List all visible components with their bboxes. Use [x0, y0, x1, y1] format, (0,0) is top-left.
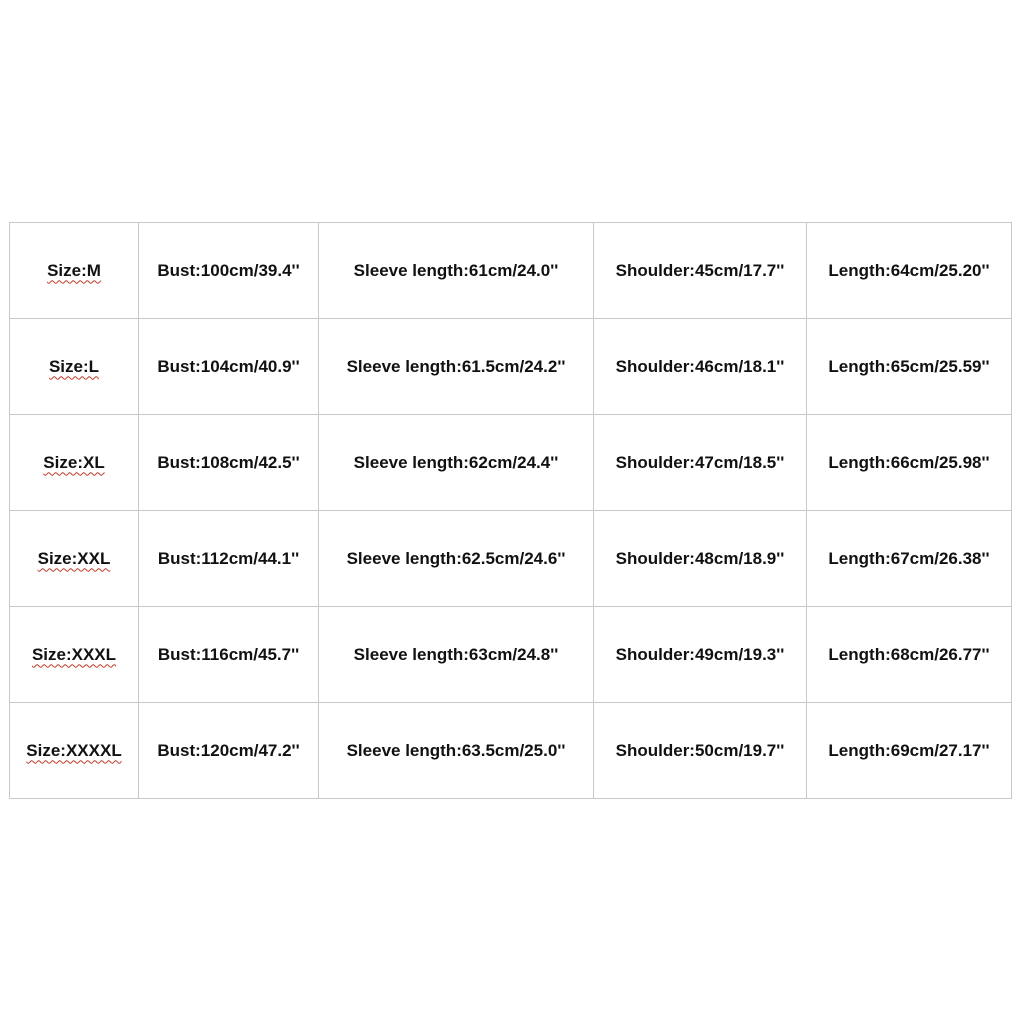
size-label: Size:XXXL [31, 644, 117, 664]
table-row [10, 511, 1012, 607]
length-cell: Length:64cm/25.20'' [807, 223, 1012, 319]
table-row [10, 607, 1012, 703]
length-cell: Length:67cm/26.38'' [807, 511, 1012, 607]
sleeve-length-cell: Sleeve length:61cm/24.0'' [319, 223, 594, 319]
length-cell: Length:65cm/25.59'' [807, 319, 1012, 415]
table-row [10, 703, 1012, 799]
size-cell [10, 415, 139, 511]
sleeve-length-cell: Sleeve length:63cm/24.8'' [319, 607, 594, 703]
bust-cell: Bust:108cm/42.5'' [139, 415, 319, 511]
bust-cell: Bust:116cm/45.7'' [139, 607, 319, 703]
sleeve-length-cell: Sleeve length:62.5cm/24.6'' [319, 511, 594, 607]
size-cell [10, 607, 139, 703]
size-cell [10, 703, 139, 799]
shoulder-cell: Shoulder:46cm/18.1'' [594, 319, 807, 415]
sleeve-length-cell: Sleeve length:63.5cm/25.0'' [319, 703, 594, 799]
size-chart-table [9, 222, 1012, 799]
table-row [10, 223, 1012, 319]
table-row [10, 319, 1012, 415]
length-cell: Length:66cm/25.98'' [807, 415, 1012, 511]
length-cell: Length:68cm/26.77'' [807, 607, 1012, 703]
size-cell [10, 223, 139, 319]
shoulder-cell: Shoulder:45cm/17.7'' [594, 223, 807, 319]
bust-cell: Bust:112cm/44.1'' [139, 511, 319, 607]
size-cell [10, 511, 139, 607]
size-cell [10, 319, 139, 415]
sleeve-length-cell: Sleeve length:61.5cm/24.2'' [319, 319, 594, 415]
shoulder-cell: Shoulder:50cm/19.7'' [594, 703, 807, 799]
bust-cell: Bust:120cm/47.2'' [139, 703, 319, 799]
size-label: Size:XXXXL [26, 740, 122, 760]
size-label: Size:XXL [37, 548, 111, 568]
bust-cell: Bust:100cm/39.4'' [139, 223, 319, 319]
size-label: Size:M [47, 260, 101, 280]
table-row [10, 415, 1012, 511]
size-label: Size:L [48, 356, 100, 376]
sleeve-length-cell: Sleeve length:62cm/24.4'' [319, 415, 594, 511]
shoulder-cell: Shoulder:48cm/18.9'' [594, 511, 807, 607]
shoulder-cell: Shoulder:49cm/19.3'' [594, 607, 807, 703]
length-cell: Length:69cm/27.17'' [807, 703, 1012, 799]
shoulder-cell: Shoulder:47cm/18.5'' [594, 415, 807, 511]
size-label: Size:XL [43, 452, 105, 472]
bust-cell: Bust:104cm/40.9'' [139, 319, 319, 415]
